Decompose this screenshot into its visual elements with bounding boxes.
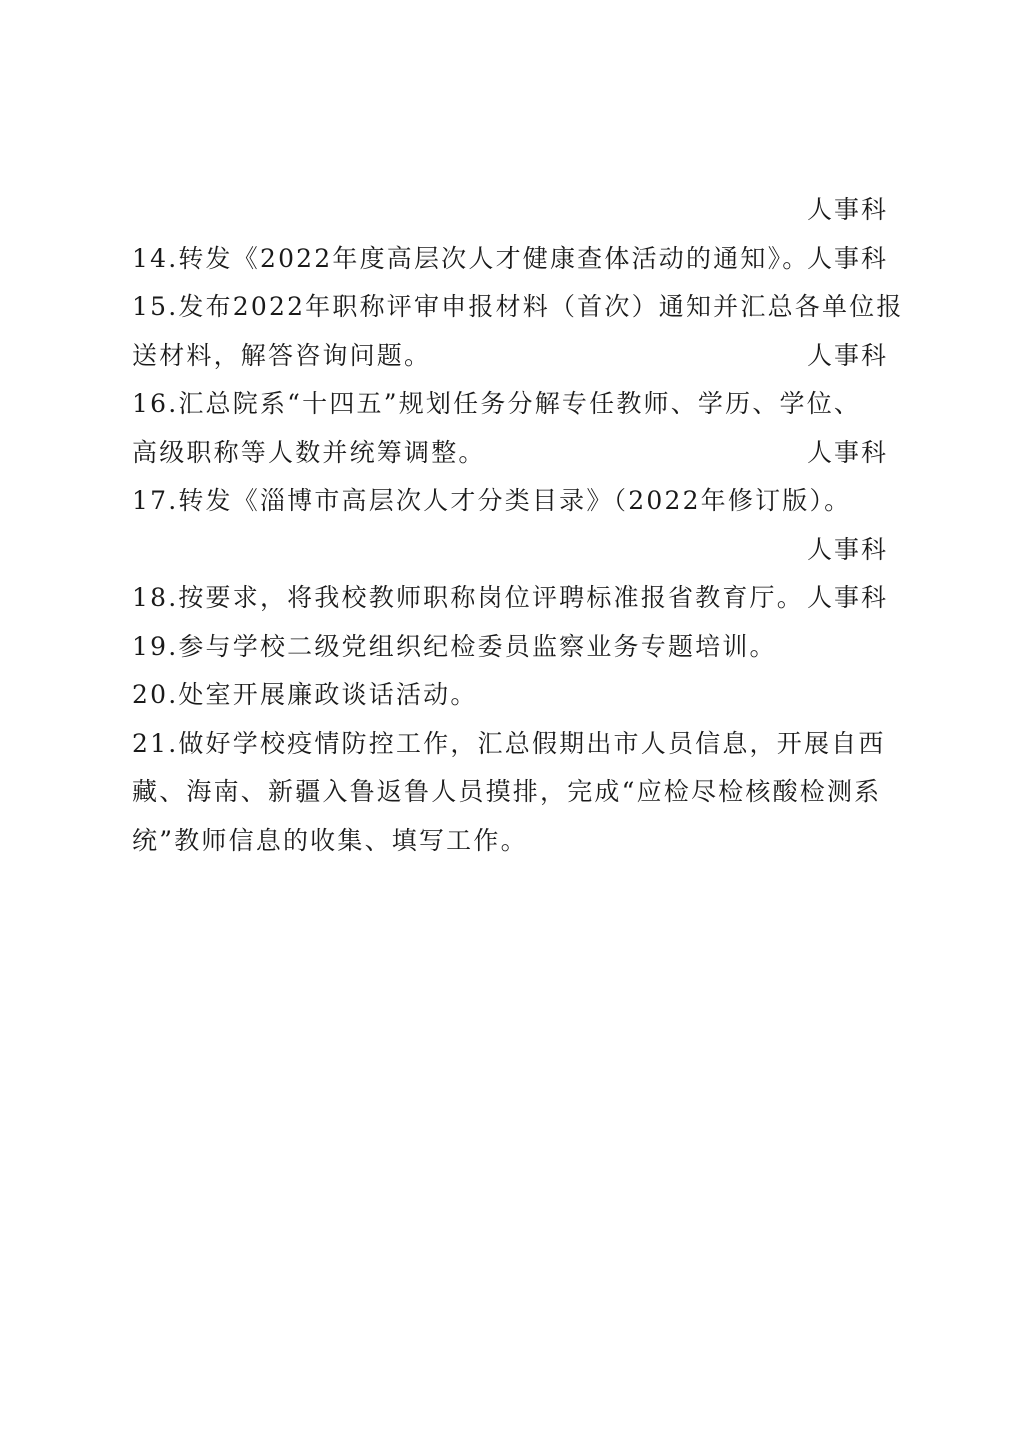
department-label: 人事科: [806, 583, 888, 612]
item-text: 藏、海南、新疆入鲁返鲁人员摸排，完成“应检尽检核酸检测系: [132, 777, 882, 806]
list-item: [132, 817, 888, 866]
item-text: 14.转发《2022年度高层次人才健康查体活动的通知》。: [132, 243, 810, 273]
list-item: [132, 380, 888, 429]
item-text: 20.处室开展廉政谈话活动。: [132, 680, 478, 709]
list-item: [132, 768, 888, 817]
item-text: 统”教师信息的收集、填写工作。: [132, 825, 528, 855]
list-item: [132, 235, 888, 284]
item-text: 17.转发《淄博市高层次人才分类目录》（2022年修订版）。: [132, 486, 852, 515]
list-item: [132, 332, 888, 381]
department-label: 人事科: [806, 534, 888, 564]
item-text: 送材料，解答咨询问题。: [132, 340, 432, 370]
item-text: 19.参与学校二级党组织纪检委员监察业务专题培训。: [132, 631, 777, 661]
item-text: 18.按要求，将我校教师职称岗位评聘标准报省教育厅。: [132, 583, 804, 612]
department-label: 人事科: [806, 195, 888, 224]
item-text: 15.发布2022年职称评审申报材料（首次）通知并汇总各单位报: [132, 292, 904, 321]
document-body: [132, 186, 904, 865]
department-label: 人事科: [806, 243, 888, 273]
list-item: [132, 283, 904, 332]
department-label: 人事科: [806, 340, 888, 370]
list-item: [132, 429, 888, 478]
item-text: 16.汇总院系“十四五”规划任务分解专任教师、学历、学位、: [132, 389, 862, 418]
list-item: [132, 671, 888, 720]
list-item: [132, 477, 888, 526]
list-item: [132, 574, 888, 623]
item-text: 21.做好学校疫情防控工作，汇总假期出市人员信息，开展自西: [132, 728, 886, 758]
list-item: [132, 720, 888, 769]
list-item: [132, 186, 888, 235]
list-item: [132, 623, 888, 672]
item-text: 高级职称等人数并统筹调整。: [132, 437, 486, 467]
department-label: 人事科: [806, 437, 888, 467]
list-item: [132, 526, 888, 575]
